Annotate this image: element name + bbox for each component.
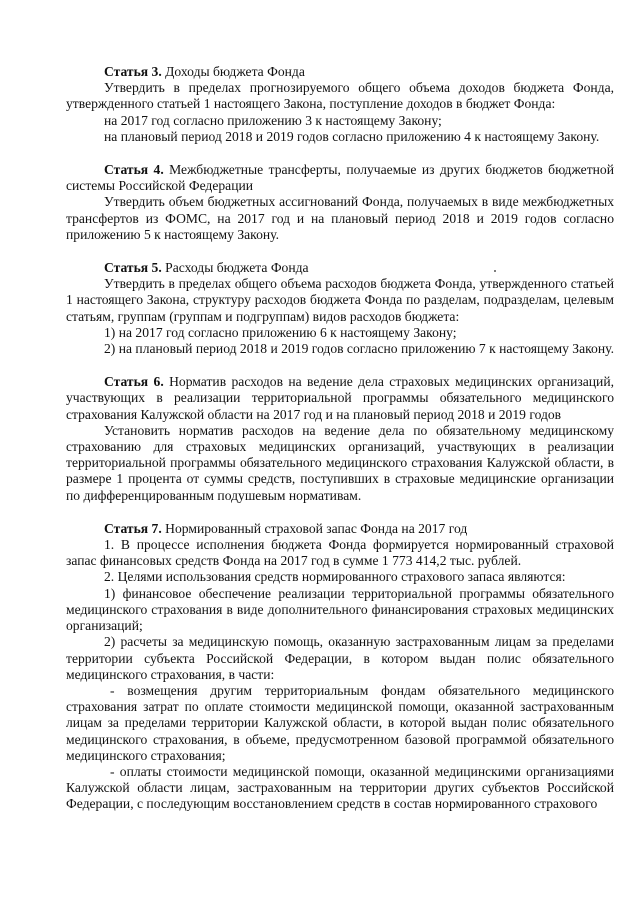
article-sub-item: - возмещения другим территориальным фондам обязательного медицинского страхования затрат по оплате стоимости медицинской помощи, оказанной застрахованным лицам за пределами территории Калужской области, в которой выдан полис обязательного медицинского страхования, в объеме, предусмотренном базовой программой обязательного медицинского страхования;: [66, 682, 614, 763]
article-heading: [66, 260, 614, 276]
article-heading: [66, 374, 614, 423]
article-list-item: 2) расчеты за медицинскую помощь, оказанную застрахованным лицам за пределами территории субъекта Российской Федерации, в котором выдан полис обязательного медицинского страхования, в части:: [66, 634, 614, 682]
article-heading: [66, 64, 614, 80]
article-list-item: 1) финансовое обеспечение реализации территориальной программы обязательного медицинского страхования в виде дополнительного финансирования страховых медицинских организаций;: [66, 585, 614, 634]
article-paragraph: Установить норматив расходов на ведение дела по обязательному медицинскому страхованию для страховых медицинских организаций, участвующих в реализации территориальной программы обязательного медицинского страхования Калужской области, в размере 1 процента от суммы средств, поступивших в страховые медицинские организации по дифференцированным подушевым нормативам.: [66, 422, 614, 503]
article-paragraph: на 2017 год согласно приложению 3 к настоящему Закону;: [104, 112, 442, 128]
article-title: Расходы бюджета Фонда: [165, 260, 309, 276]
article-paragraph: Утвердить в пределах прогнозируемого общего объема доходов бюджета Фонда, утвержденного статьей 1 настоящего Закона, поступление доходов в бюджет Фонда:: [66, 80, 614, 112]
article-title: Межбюджетные трансферты, получаемые из других бюджетов бюджетной системы Российской Федерации: [66, 162, 614, 194]
article-title: Норматив расходов на ведение дела страховых медицинских организаций, участвующих в реализации территориальной программы обязательного медицинского страхования Калужской области на 2017 год и на плановый период 2018 и 2019 годов: [66, 374, 614, 422]
article-label: Статья 3.: [104, 64, 162, 79]
article-7: [66, 521, 614, 813]
article-5: [66, 260, 614, 357]
article-label: Статья 5.: [104, 260, 162, 276]
article-list-item: 1) на 2017 год согласно приложению 6 к настоящему Закону;: [104, 324, 457, 340]
article-title: Нормированный страховой запас Фонда на 2017 год: [165, 520, 468, 536]
article-6: [66, 374, 614, 504]
document-body: [66, 64, 614, 830]
article-paragraph: на плановый период 2018 и 2019 годов согласно приложению 4 к настоящему Закону.: [104, 128, 600, 144]
article-paragraph: Утвердить объем бюджетных ассигнований Фонда, получаемых в виде межбюджетных трансфертов из ФОМС, на 2017 год и на плановый период 2018 и 2019 годов согласно приложению 5 к настоящему Закону.: [66, 194, 614, 242]
article-label: Статья 4.: [104, 162, 164, 178]
article-paragraph: Утвердить в пределах общего объема расходов бюджета Фонда, утвержденного статьей 1 настоящего Закона, структуру расходов бюджета Фонда по разделам, подразделам, целевым статьям, группам (группам и подгруппам) видов расходов бюджета:: [66, 276, 614, 324]
article-heading: [66, 162, 614, 194]
article-sub-item: - оплаты стоимости медицинской помощи, оказанной медицинскими организациями Калужской области лицам, застрахованным на территории других субъектов Российской Федерации, с последующим восстановлением средств в состав нормированного страхового: [66, 763, 614, 812]
article-4: [66, 162, 614, 243]
article-3: [66, 64, 614, 145]
article-label: Статья 6.: [104, 374, 164, 390]
article-title: Доходы бюджета Фонда: [165, 64, 305, 79]
article-paragraph: 2. Целями использования средств нормированного страхового запаса являются:: [104, 569, 566, 585]
article-label: Статья 7.: [104, 520, 162, 536]
article-paragraph: 1. В процессе исполнения бюджета Фонда формируется нормированный страховой запас финансовых средств Фонда на 2017 год в сумме 1 773 414,2 тыс. рублей.: [66, 537, 614, 569]
article-heading: [66, 521, 614, 537]
article-list-item: 2) на плановый период 2018 и 2019 годов согласно приложению 7 к настоящему Закону.: [104, 341, 614, 357]
